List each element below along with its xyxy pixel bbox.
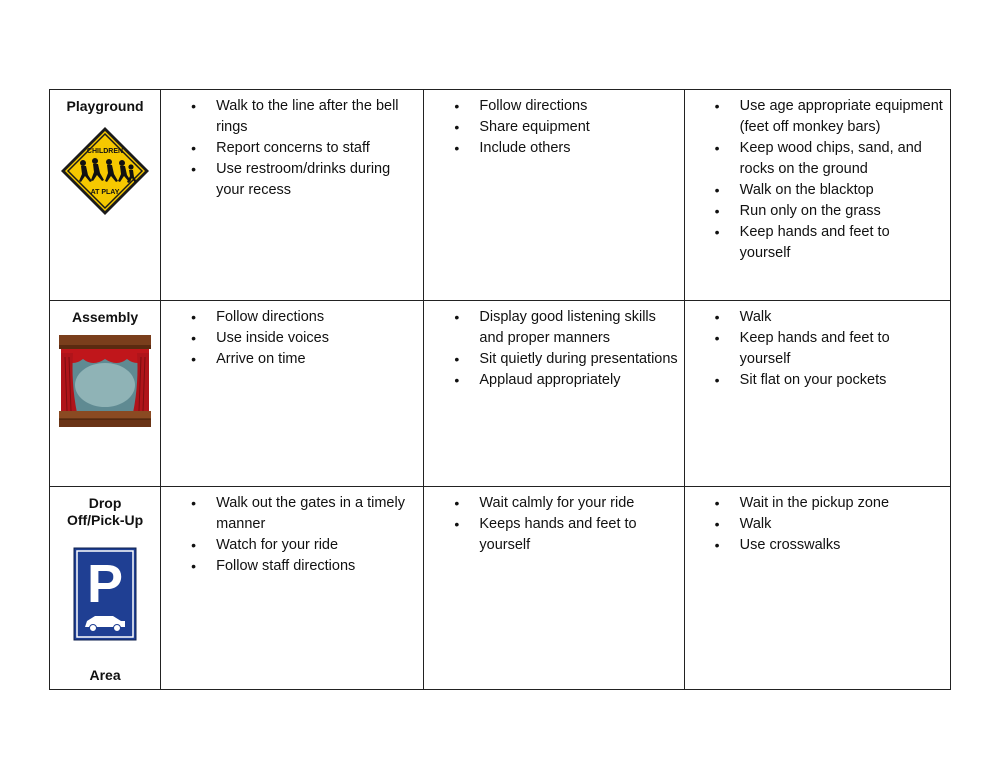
expectation-cell [684, 301, 950, 487]
list-item: • Wait in the pickup zone [685, 493, 950, 514]
expectation-list [685, 493, 950, 556]
list-item: • Report concerns to staff [161, 138, 423, 159]
expectation-list [685, 96, 950, 264]
children-at-play-sign-icon [59, 125, 151, 217]
expectation-list [424, 307, 683, 391]
expectation-cell [684, 487, 950, 690]
setting-title [50, 495, 160, 529]
list-item: • Wait calmly for your ride [424, 493, 683, 514]
setting-cell-playground [50, 90, 161, 301]
setting-title-line1: Drop [88, 495, 122, 511]
expectation-cell [424, 90, 684, 301]
expectation-list [685, 307, 950, 391]
list-item: • Keeps hands and feet to yourself [424, 514, 683, 556]
list-item: • Walk to the line after the bell rings [161, 96, 423, 138]
list-item: • Walk [685, 307, 950, 328]
sign-text-bottom: AT PLAY [90, 189, 120, 196]
list-item: • Sit quietly during presentations [424, 349, 683, 370]
list-item: • Follow staff directions [161, 556, 423, 577]
sign-text-top: CHILDREN [86, 148, 124, 155]
expectation-list [161, 307, 423, 370]
list-item: • Include others [424, 138, 683, 159]
expectation-cell [161, 90, 424, 301]
setting-title-footer: Area [89, 667, 121, 683]
setting-title: Assembly [71, 309, 139, 325]
setting-cell-assembly [50, 301, 161, 487]
list-item: • Use age appropriate equipment (feet off monkey bars) [685, 96, 950, 138]
list-item: • Share equipment [424, 117, 683, 138]
expectation-list [161, 96, 423, 201]
setting-cell-dropoff [50, 487, 161, 690]
list-item: • Use restroom/drinks during your recess [161, 159, 423, 201]
expectation-list [424, 493, 683, 556]
list-item: • Keep wood chips, sand, and rocks on the ground [685, 138, 950, 180]
list-item: • Use inside voices [161, 328, 423, 349]
list-item: • Applaud appropriately [424, 370, 683, 391]
list-item: • Display good listening skills and proper manners [424, 307, 683, 349]
list-item: • Watch for your ride [161, 535, 423, 556]
expectation-cell [684, 90, 950, 301]
list-item: • Run only on the grass [685, 201, 950, 222]
theater-stage-icon [57, 333, 153, 429]
list-item: • Walk [685, 514, 950, 535]
expectation-list [161, 493, 423, 577]
list-item: • Keep hands and feet to yourself [685, 328, 950, 370]
list-item: • Follow directions [161, 307, 423, 328]
list-item: • Walk out the gates in a timely manner [161, 493, 423, 535]
list-item: • Arrive on time [161, 349, 423, 370]
list-item: • Follow directions [424, 96, 683, 117]
parking-sign-icon [73, 547, 137, 641]
setting-title: Playground [66, 98, 144, 114]
list-item: • Use crosswalks [685, 535, 950, 556]
table-row-assembly [50, 301, 951, 487]
expectation-list [424, 96, 683, 159]
list-item: • Walk on the blacktop [685, 180, 950, 201]
expectation-cell [424, 487, 684, 690]
behavior-matrix-table [49, 89, 951, 690]
expectation-cell [161, 301, 424, 487]
list-item: • Sit flat on your pockets [685, 370, 950, 391]
setting-title-line2: Off/Pick-Up [66, 512, 144, 528]
table-row-playground [50, 90, 951, 301]
expectation-cell [424, 301, 684, 487]
list-item: • Keep hands and feet to yourself [685, 222, 950, 264]
parking-letter: P [87, 554, 124, 614]
table-row-dropoff [50, 487, 951, 690]
expectation-cell [161, 487, 424, 690]
